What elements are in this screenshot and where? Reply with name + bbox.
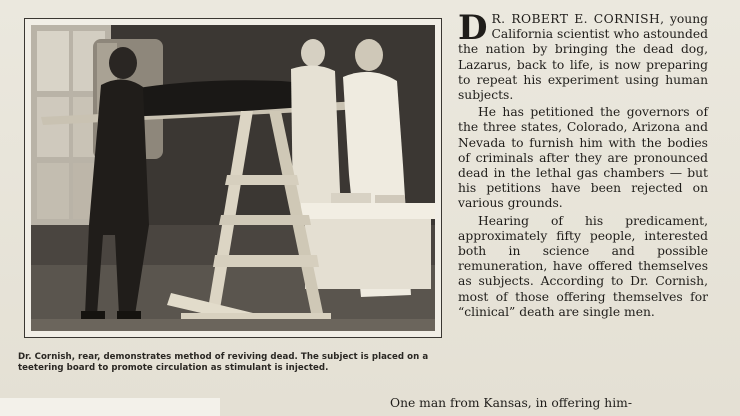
- photo-illustration: [31, 25, 435, 331]
- drop-cap: D: [458, 8, 488, 48]
- scan-margin: [0, 398, 220, 416]
- article-paragraph-1: [458, 8, 708, 103]
- article-text: [458, 8, 708, 322]
- article-photo: [31, 25, 435, 331]
- paragraph-1-text: young California scientist who astounded the nation by bringing the dead dog, Lazarus, back to life, is now preparing to repeat his experiment using human subjects.: [458, 12, 708, 103]
- article-paragraph-2: He has petitioned the governors of the three states, Colorado, Arizona and Nevada to furnish him with the bodies of criminals after they are pronounced dead in the lethal gas chambers — but his petitions have been rejected on various grounds.: [458, 105, 708, 211]
- lead-caps: R. ROBERT E. CORNISH,: [491, 12, 665, 26]
- photo-frame: [24, 18, 442, 338]
- article-paragraph-3: Hearing of his predicament, approximately fifty people, interested both in science and possible remuneration, have offered themselves as subjects. According to Dr. Cornish, most of those offering themselves for “clinical” death are single men.: [458, 213, 708, 319]
- photo-caption: Dr. Cornish, rear, demonstrates method of reviving dead. The subject is placed on a teetering board to promote circulation as stimulant is injected.: [18, 352, 429, 373]
- article-paragraph-4: One man from Kansas, in offering him-: [390, 396, 632, 410]
